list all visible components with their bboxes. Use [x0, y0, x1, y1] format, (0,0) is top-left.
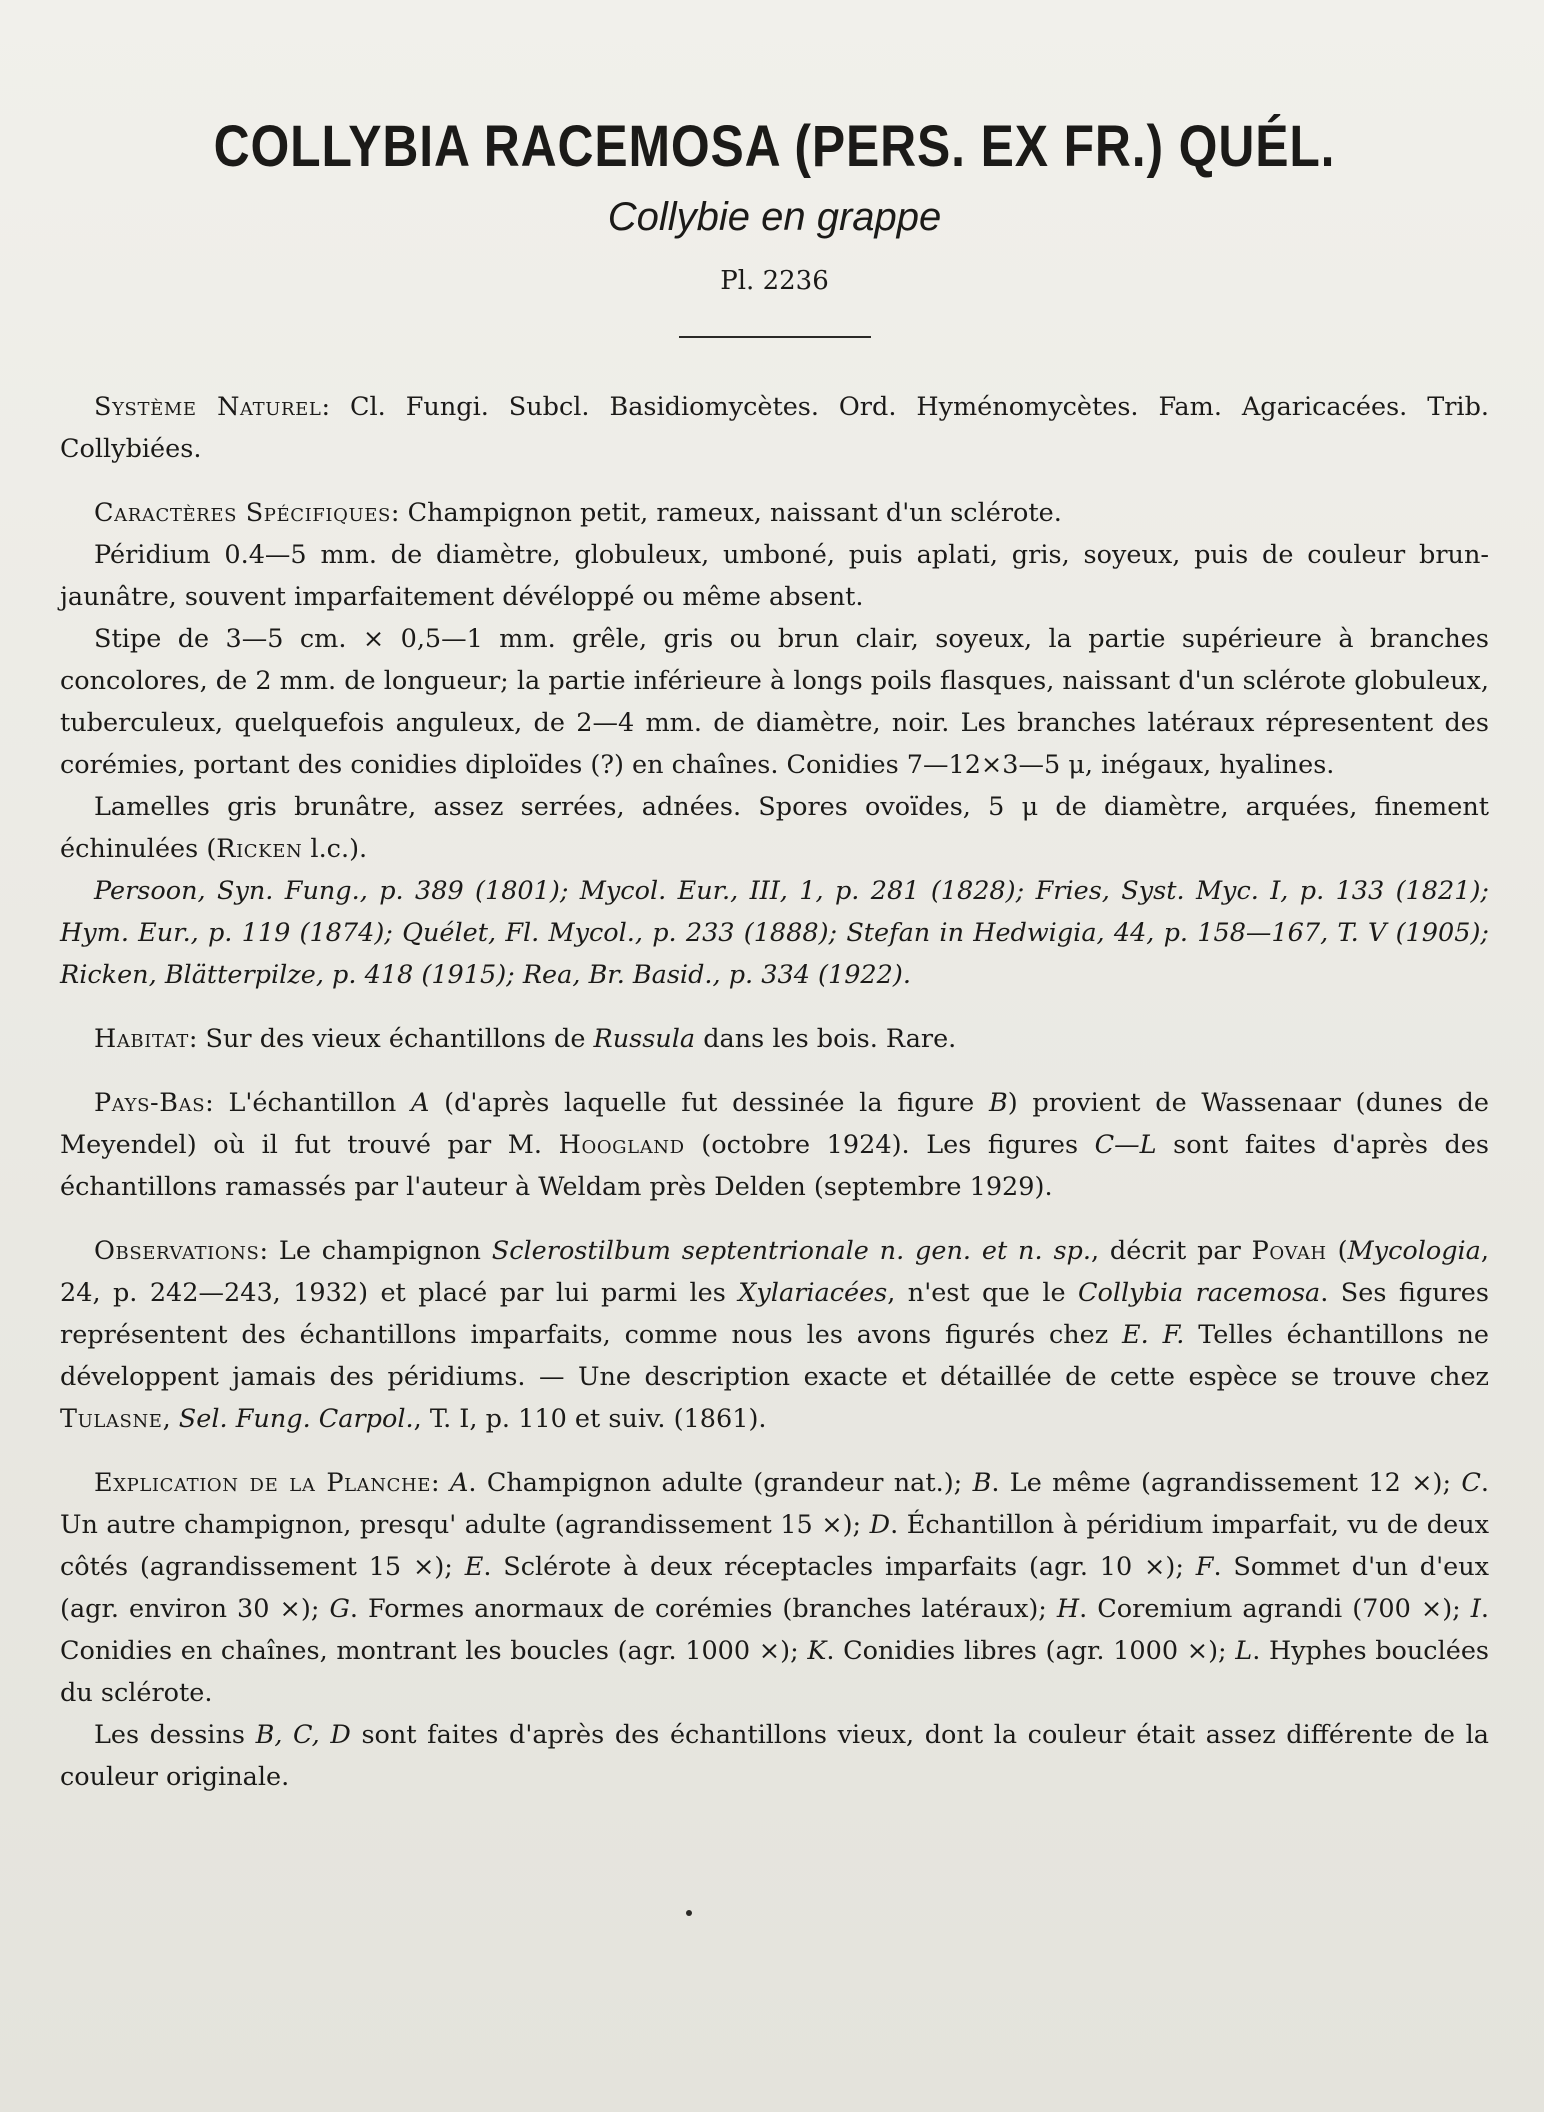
figure-description: . Conidies en chaînes, montrant les boucles (agr. 1000 ×);: [60, 1594, 1489, 1666]
text-run: Les dessins: [94, 1720, 256, 1750]
section-label: Habitat: [94, 1024, 189, 1054]
text-run: L'échantillon: [228, 1088, 411, 1118]
section-label: Explication de la Planche: [94, 1468, 432, 1498]
figure-description: . Échantillon à péridium imparfait, vu de deux côtés (agrandissement 15 ×);: [60, 1510, 1489, 1582]
text-run: Le champignon: [278, 1236, 492, 1266]
observations-paragraph: Observations: Le champignon Sclerostilbum septentrionale n. gen. et n. sp., décrit par Povah (Mycologia, 24, p. 242—243, 1932) et placé par lui parmi les Xylariacées, n'est que le Collybia racemosa. Ses figures représentent des échantillons imparfaits, comme nous les avons figurés chez E. F. Telles échantillons ne développent jamais des péridiums. — Une description exacte et détaillée de cette espèce se trouve chez Tulasne, Sel. Fung. Carpol., T. I, p. 110 et suiv. (1861).: [60, 1236, 1490, 1434]
figure-description: . Coremium agrandi (700 ×);: [1079, 1594, 1471, 1624]
text-run: . Ses figures représentent des échantillons imparfaits, comme nous les avons figurés chez: [60, 1278, 1489, 1350]
figure-description: . Sclérote à deux réceptacles imparfaits (agr. 10 ×);: [483, 1552, 1196, 1582]
page-mark: [686, 1910, 692, 1916]
references-paragraph: Persoon, Syn. Fung., p. 389 (1801); Mycol. Eur., III, 1, p. 281 (1828); Fries, Syst. Myc. I, p. 133 (1821); Hym. Eur., p. 119 (1874); Quélet, Fl. Mycol., p. 233 (1888); Stefan in Hedwigia, 44, p. 158—167, T. V (1905); Ricken, Blätterpilze, p. 418 (1915); Rea, Br. Basid., p. 334 (1922).: [60, 876, 1489, 990]
figure-key: L: [1235, 1636, 1253, 1666]
systeme-naturel-paragraph: Système Naturel: Cl. Fungi. Subcl. Basidiomycètes. Ord. Hyménomycètes. Fam. Agaricacées. Trib. Collybiées.: [60, 392, 1489, 464]
page-subtitle: Collybie en grappe: [607, 195, 942, 239]
figure-ref: C—L: [1094, 1130, 1157, 1160]
section-label: Observations: [94, 1236, 260, 1266]
figure-key: G: [329, 1594, 350, 1624]
text-run: (: [1326, 1236, 1348, 1266]
stipe-paragraph: Stipe de 3—5 cm. × 0,5—1 mm. grêle, gris ou brun clair, soyeux, la partie supérieure à branches concolores, de 2 mm. de longueur; la partie inférieure à longs poils flasques, naissant d'un sclérote globuleux, tuberculeux, quelquefois anguleux, de 2—4 mm. de diamètre, noir. Les branches latéraux répresentent des corémies, portant des conidies diploïdes (?) en chaînes. Conidies 7—12×3—5 μ, inégaux, hyalines.: [60, 624, 1489, 780]
figure-description: . Champignon adulte (grandeur nat.);: [468, 1468, 973, 1498]
figure-key: E: [464, 1552, 484, 1582]
text-run: (d'après laquelle fut dessinée la figure: [429, 1088, 989, 1118]
section-label: Caractères Spécifiques: [94, 498, 391, 528]
habitat-text-end: dans les bois. Rare.: [695, 1024, 957, 1054]
figure-description: . Conidies libres (agr. 1000 ×);: [826, 1636, 1236, 1666]
text-run: sont faites d'après des échantillons ramassés par l'auteur à Weldam près Delden (septembre 1929).: [60, 1130, 1490, 1202]
figure-description: . Sommet d'un d'eux (agr. environ 30 ×);: [60, 1552, 1489, 1624]
person-name: Tulasne: [60, 1404, 163, 1434]
text-run: ,: [162, 1404, 179, 1434]
explication-paragraph: Explication de la Planche: A. Champignon adulte (grandeur nat.); B. Le même (agrandissement 12 ×); C. Un autre champignon, presqu' adulte (agrandissement 15 ×); D. Échantillon à péridium imparfait, vu de deux côtés (agrandissement 15 ×); E. Sclérote à deux réceptacles imparfaits (agr. 10 ×); F. Sommet d'un d'eux (agr. environ 30 ×); G. Formes anormaux de corémies (branches latéraux); H. Coremium agrandi (700 ×); I. Conidies en chaînes, montrant les boucles (agr. 1000 ×); K. Conidies libres (agr. 1000 ×); L. Hyphes bouclées du sclérote.: [60, 1468, 1490, 1708]
figure-key: I: [1470, 1594, 1481, 1624]
figure-description: . Formes anormaux de corémies (branches latéraux);: [349, 1594, 1057, 1624]
figure-description: . Le même (agrandissement 12 ×);: [991, 1468, 1462, 1498]
work-ref: Sel. Fung. Carpol.: [178, 1404, 414, 1434]
document-body: [60, 386, 1489, 1798]
work-ref: E. F.: [1122, 1320, 1185, 1350]
figure-key: F: [1195, 1552, 1214, 1582]
person-name: Hoogland: [558, 1130, 685, 1160]
figure-key: A: [449, 1468, 469, 1498]
figure-description: . Un autre champignon, presqu' adulte (agrandissement 15 ×);: [60, 1468, 1490, 1540]
section-text: Cl. Fungi. Subcl. Basidiomycètes. Ord. Hyménomycètes. Fam. Agaricacées. Trib. Collybiées.: [60, 392, 1489, 464]
figure-key: H: [1056, 1594, 1080, 1624]
page-title: COLLYBIA RACEMOSA (PERS. EX FR.) QUÉL.: [213, 114, 1336, 179]
plate-number: Pl. 2236: [720, 266, 829, 296]
habitat-text: Sur des vieux échantillons de: [205, 1024, 594, 1054]
lamelles-text: Lamelles gris brunâtre, assez serrées, adnées. Spores ovoïdes, 5 μ de diamètre, arquées, finement échinulées (: [60, 792, 1489, 864]
text-run: , 24, p. 242—243, 1932) et placé par lui parmi les: [60, 1236, 1489, 1308]
text-run: ) provient de Wassenaar (dunes de Meyendel) où il fut trouvé par M.: [60, 1088, 1489, 1160]
family-name: Xylariacées: [738, 1278, 888, 1308]
lamelles-paragraph: [60, 786, 1489, 870]
text-run: Telles échantillons ne développent jamais des péridiums. — Une description exacte et détaillée de cette espèce se trouve chez: [60, 1320, 1490, 1392]
figure-description: . Hyphes bouclées du sclérote.: [60, 1636, 1489, 1708]
caracteres-paragraph: Caractères Spécifiques: Champignon petit, rameux, naissant d'un sclérote.: [94, 498, 1062, 528]
lamelles-end: l.c.).: [302, 834, 368, 864]
figure-key: C: [1461, 1468, 1481, 1498]
figure-ref: A: [411, 1088, 430, 1118]
text-run: , T. I, p. 110 et suiv. (1861).: [413, 1404, 767, 1434]
text-run: , décrit par: [1090, 1236, 1252, 1266]
dessins-paragraph: [60, 1714, 1489, 1798]
section-label: Pays-Bas: [94, 1088, 206, 1118]
text-run: , n'est que le: [887, 1278, 1078, 1308]
figure-key: K: [807, 1636, 827, 1666]
figure-key: D: [869, 1510, 891, 1540]
figure-ref: B: [988, 1088, 1008, 1118]
habitat-paragraph: Habitat: Sur des vieux échantillons de Russula dans les bois. Rare.: [94, 1024, 957, 1054]
species-name: Collybia racemosa: [1077, 1278, 1321, 1308]
text-run: sont faites d'après des échantillons vieux, dont la couleur était assez différente de la couleur originale.: [60, 1720, 1489, 1792]
section-text: Champignon petit, rameux, naissant d'un sclérote.: [407, 498, 1062, 528]
explication-items: [60, 1468, 1489, 1708]
figure-key: B: [972, 1468, 992, 1498]
journal-name: Mycologia: [1347, 1236, 1481, 1266]
divider-rule: [679, 336, 871, 338]
person-name: Povah: [1251, 1236, 1327, 1266]
author-name: Ricken: [216, 834, 303, 864]
figure-ref: B, C, D: [255, 1720, 351, 1750]
pays-bas-paragraph: Pays-Bas: L'échantillon A (d'après laquelle fut dessinée la figure B) provient de Wassenaar (dunes de Meyendel) où il fut trouvé par M. Hoogland (octobre 1924). Les figures C—L sont faites d'après des échantillons ramassés par l'auteur à Weldam près Delden (septembre 1929).: [60, 1088, 1490, 1202]
text-run: (octobre 1924). Les figures: [684, 1130, 1095, 1160]
species-name: Sclerostilbum septentrionale n. gen. et n. sp.: [491, 1236, 1091, 1266]
peridium-paragraph: Péridium 0.4—5 mm. de diamètre, globuleux, umboné, puis aplati, gris, soyeux, puis de couleur brun-jaunâtre, souvent imparfaitement dévéloppé ou même absent.: [60, 540, 1489, 612]
genus-name: Russula: [593, 1024, 696, 1054]
section-label: Système Naturel: [94, 392, 322, 422]
